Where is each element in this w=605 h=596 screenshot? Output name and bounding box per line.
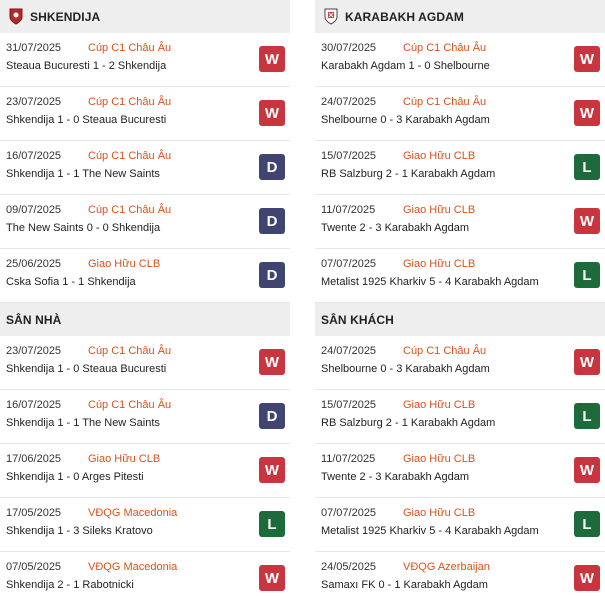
match-date: 23/07/2025 [6, 96, 62, 108]
match-score: Shkendija 1 - 3 Sileks Kratovo [6, 525, 153, 537]
result-badge: W [574, 565, 600, 591]
result-badge: W [574, 46, 600, 72]
match-row[interactable] [0, 249, 290, 303]
match-row[interactable] [315, 336, 605, 390]
team-form-column-right [315, 0, 605, 596]
match-row[interactable] [315, 390, 605, 444]
match-score: Steaua Bucuresti 1 - 2 Shkendija [6, 60, 167, 72]
match-date: 17/06/2025 [6, 453, 62, 465]
result-badge: L [574, 154, 600, 180]
competition-label[interactable]: Cúp C1 Châu Âu [88, 204, 172, 216]
match-row[interactable] [0, 552, 290, 596]
result-badge: W [259, 46, 285, 72]
team-name: KARABAKH AGDAM [345, 9, 464, 24]
competition-label[interactable]: Cúp C1 Châu Âu [88, 399, 172, 411]
team-header-left [0, 0, 290, 33]
match-date: 07/07/2025 [321, 507, 377, 519]
competition-label[interactable]: Cúp C1 Châu Âu [88, 150, 172, 162]
competition-label[interactable]: Giao Hữu CLB [88, 258, 161, 270]
match-date: 17/05/2025 [6, 507, 62, 519]
match-row[interactable] [0, 390, 290, 444]
match-score: Twente 2 - 3 Karabakh Agdam [321, 222, 469, 234]
match-date: 25/06/2025 [6, 258, 62, 270]
recent-matches-list [0, 33, 290, 303]
match-date: 16/07/2025 [6, 150, 62, 162]
match-date: 16/07/2025 [6, 399, 62, 411]
competition-label[interactable]: Cúp C1 Châu Âu [403, 96, 487, 108]
match-date: 30/07/2025 [321, 42, 377, 54]
competition-label[interactable]: Giao Hữu CLB [88, 453, 161, 465]
karabakh-crest-icon [323, 8, 339, 26]
match-row[interactable] [315, 87, 605, 141]
team-form-column-left [0, 0, 290, 596]
match-score: Samaxı FK 0 - 1 Karabakh Agdam [321, 579, 488, 591]
match-row[interactable] [315, 498, 605, 552]
result-badge: D [259, 403, 285, 429]
result-badge: L [574, 262, 600, 288]
section-title: SÂN NHÀ [6, 312, 62, 327]
match-row[interactable] [0, 498, 290, 552]
result-badge: W [259, 457, 285, 483]
competition-label[interactable]: Giao Hữu CLB [403, 507, 476, 519]
match-date: 07/05/2025 [6, 561, 62, 573]
match-date: 11/07/2025 [321, 453, 376, 465]
result-badge: W [259, 100, 285, 126]
competition-label[interactable]: Cúp C1 Châu Âu [88, 345, 172, 357]
competition-label[interactable]: Giao Hữu CLB [403, 204, 476, 216]
recent-matches-list [315, 33, 605, 303]
match-row[interactable] [0, 195, 290, 249]
away-matches-list [315, 336, 605, 596]
match-score: RB Salzburg 2 - 1 Karabakh Agdam [321, 168, 496, 180]
match-row[interactable] [0, 87, 290, 141]
competition-label[interactable]: Giao Hữu CLB [403, 150, 476, 162]
team-header-right [315, 0, 605, 33]
match-row[interactable] [315, 552, 605, 596]
result-badge: W [574, 349, 600, 375]
section-header-away [315, 303, 605, 336]
competition-label[interactable]: Giao Hữu CLB [403, 258, 476, 270]
match-score: Shelbourne 0 - 3 Karabakh Agdam [321, 114, 490, 126]
match-score: Cska Sofia 1 - 1 Shkendija [6, 276, 136, 288]
match-row[interactable] [0, 444, 290, 498]
match-date: 15/07/2025 [321, 399, 377, 411]
match-score: Shkendija 1 - 0 Steaua Bucuresti [6, 114, 167, 126]
competition-label[interactable]: Cúp C1 Châu Âu [403, 42, 487, 54]
section-header-home [0, 303, 290, 336]
match-row[interactable] [315, 33, 605, 87]
match-row[interactable] [0, 336, 290, 390]
match-score: Shkendija 1 - 1 The New Saints [6, 168, 160, 180]
match-score: Shkendija 1 - 0 Arges Pitesti [6, 471, 144, 483]
result-badge: L [574, 403, 600, 429]
team-name: SHKENDIJA [30, 9, 101, 24]
match-date: 23/07/2025 [6, 345, 62, 357]
match-row[interactable] [0, 33, 290, 87]
competition-label[interactable]: Giao Hữu CLB [403, 453, 476, 465]
competition-label[interactable]: Cúp C1 Châu Âu [403, 345, 487, 357]
home-matches-list [0, 336, 290, 596]
match-score: The New Saints 0 - 0 Shkendija [6, 222, 161, 234]
match-date: 07/07/2025 [321, 258, 377, 270]
match-row[interactable] [315, 249, 605, 303]
shkendija-crest-icon [8, 8, 24, 26]
match-date: 09/07/2025 [6, 204, 62, 216]
section-title: SÂN KHÁCH [321, 312, 394, 327]
competition-label[interactable]: Cúp C1 Châu Âu [88, 96, 172, 108]
match-date: 11/07/2025 [321, 204, 376, 216]
competition-label[interactable]: Giao Hữu CLB [403, 399, 476, 411]
competition-label[interactable]: VĐQG Macedonia [88, 561, 178, 573]
match-score: Metalist 1925 Kharkiv 5 - 4 Karabakh Agdam [321, 525, 539, 537]
match-row[interactable] [0, 141, 290, 195]
result-badge: W [574, 457, 600, 483]
match-score: RB Salzburg 2 - 1 Karabakh Agdam [321, 417, 496, 429]
match-score: Shkendija 2 - 1 Rabotnicki [6, 579, 134, 591]
match-score: Shkendija 1 - 0 Steaua Bucuresti [6, 363, 167, 375]
competition-label[interactable]: VĐQG Macedonia [88, 507, 178, 519]
match-score: Shelbourne 0 - 3 Karabakh Agdam [321, 363, 490, 375]
competition-label[interactable]: VĐQG Azerbaijan [403, 561, 490, 573]
result-badge: D [259, 208, 285, 234]
result-badge: D [259, 154, 285, 180]
competition-label[interactable]: Cúp C1 Châu Âu [88, 42, 172, 54]
match-row[interactable] [315, 141, 605, 195]
result-badge: W [259, 349, 285, 375]
result-badge: W [259, 565, 285, 591]
result-badge: D [259, 262, 285, 288]
match-score: Karabakh Agdam 1 - 0 Shelbourne [321, 60, 490, 72]
match-score: Twente 2 - 3 Karabakh Agdam [321, 471, 469, 483]
match-score: Shkendija 1 - 1 The New Saints [6, 417, 160, 429]
match-date: 31/07/2025 [6, 42, 62, 54]
match-date: 24/05/2025 [321, 561, 377, 573]
result-badge: L [259, 511, 285, 537]
match-date: 24/07/2025 [321, 96, 377, 108]
match-row[interactable] [315, 195, 605, 249]
match-date: 15/07/2025 [321, 150, 377, 162]
match-score: Metalist 1925 Kharkiv 5 - 4 Karabakh Agdam [321, 276, 539, 288]
match-date: 24/07/2025 [321, 345, 377, 357]
match-row[interactable] [315, 444, 605, 498]
result-badge: W [574, 208, 600, 234]
result-badge: W [574, 100, 600, 126]
result-badge: L [574, 511, 600, 537]
